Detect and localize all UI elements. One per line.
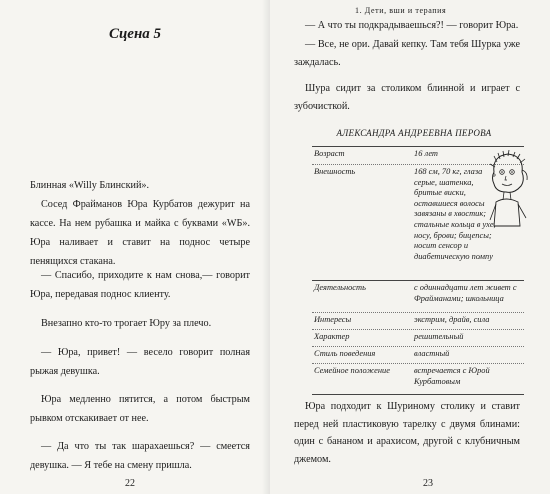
profile-label: Внешность	[314, 167, 356, 176]
paragraph: Шура сидит за столиком блинной и играет с зубочисткой.	[294, 83, 520, 112]
paragraph: Сосед Фрайманов Юра Курбатов дежурит на кассе. На нем рубашка и майка с буквами «WБ». Юра наливает и ставит на поднос четыре пенящихся стакана.	[30, 199, 250, 267]
profile-label: Семейное положение	[314, 366, 390, 375]
profile-value: 16 лет	[414, 149, 438, 158]
paragraph: — Спасибо, приходите к нам снова,— говорит Юра, передавая поднос клиенту.	[30, 270, 250, 300]
paragraph: — Да что ты так шарахаешься? — смеется девушка. — Я тебе на смену пришла.	[30, 441, 250, 471]
profile-name: АЛЕКСАНДРА АНДРЕЕВНА ПЕРОВА	[336, 128, 492, 138]
paragraph: Внезапно кто-то трогает Юру за плечо.	[41, 318, 212, 329]
profile-label: Интересы	[314, 315, 352, 324]
paragraph: — Все, не ори. Давай кепку. Там тебя Шурка уже заждалась.	[294, 39, 520, 68]
profile-label: Характер	[314, 332, 350, 341]
doodle-girl-icon	[486, 150, 530, 228]
paragraph: Блинная «Willy Блинский».	[30, 180, 150, 191]
paragraph: — А что ты подкрадываешься?! — говорит Юра.	[305, 20, 519, 31]
profile-row	[312, 363, 524, 395]
paragraph: — Юра, привет! — весело говорит полная рыжая девушка.	[30, 347, 250, 377]
profile-label: Возраст	[314, 149, 345, 158]
profile-label: Стиль поведения	[314, 349, 376, 358]
scene-title: Сцена 5	[108, 26, 162, 42]
profile-value: решительный	[414, 332, 464, 341]
left-page	[0, 0, 270, 494]
profile-value: экстрим, драйв, сила	[414, 315, 490, 324]
profile-row	[312, 329, 524, 347]
profile-value: встречается с Юрой Курбатовым	[414, 366, 490, 386]
profile-row	[312, 312, 524, 330]
paragraph: Юра подходит к Шуриному столику и ставит перед ней пластиковую тарелку с двумя блинами: один с бананом и арахисом, другой с клубничным джемом.	[294, 401, 520, 465]
profile-value: 168 см, 70 кг, глаза серые, шатенка, бритые виски, оставшиеся волосы завязаны в хвостик; стальные кольца в ухе, носу, брови; бицепсы; носит сенсор и диабетическую помпу	[414, 167, 496, 261]
page-number: 23	[423, 478, 433, 489]
profile-value: властный	[414, 349, 450, 358]
page-number: 22	[125, 478, 135, 489]
profile-row	[312, 346, 524, 364]
profile-row	[312, 280, 524, 313]
profile-value: с одиннадцати лет живет с Фрайманами; школьница	[414, 283, 517, 303]
paragraph: Юра медленно пятится, а потом быстрым рывком отскакивает от нее.	[30, 394, 250, 424]
running-head: 1. Дети, вши и терапия	[355, 6, 447, 15]
profile-label: Деятельность	[314, 283, 366, 292]
